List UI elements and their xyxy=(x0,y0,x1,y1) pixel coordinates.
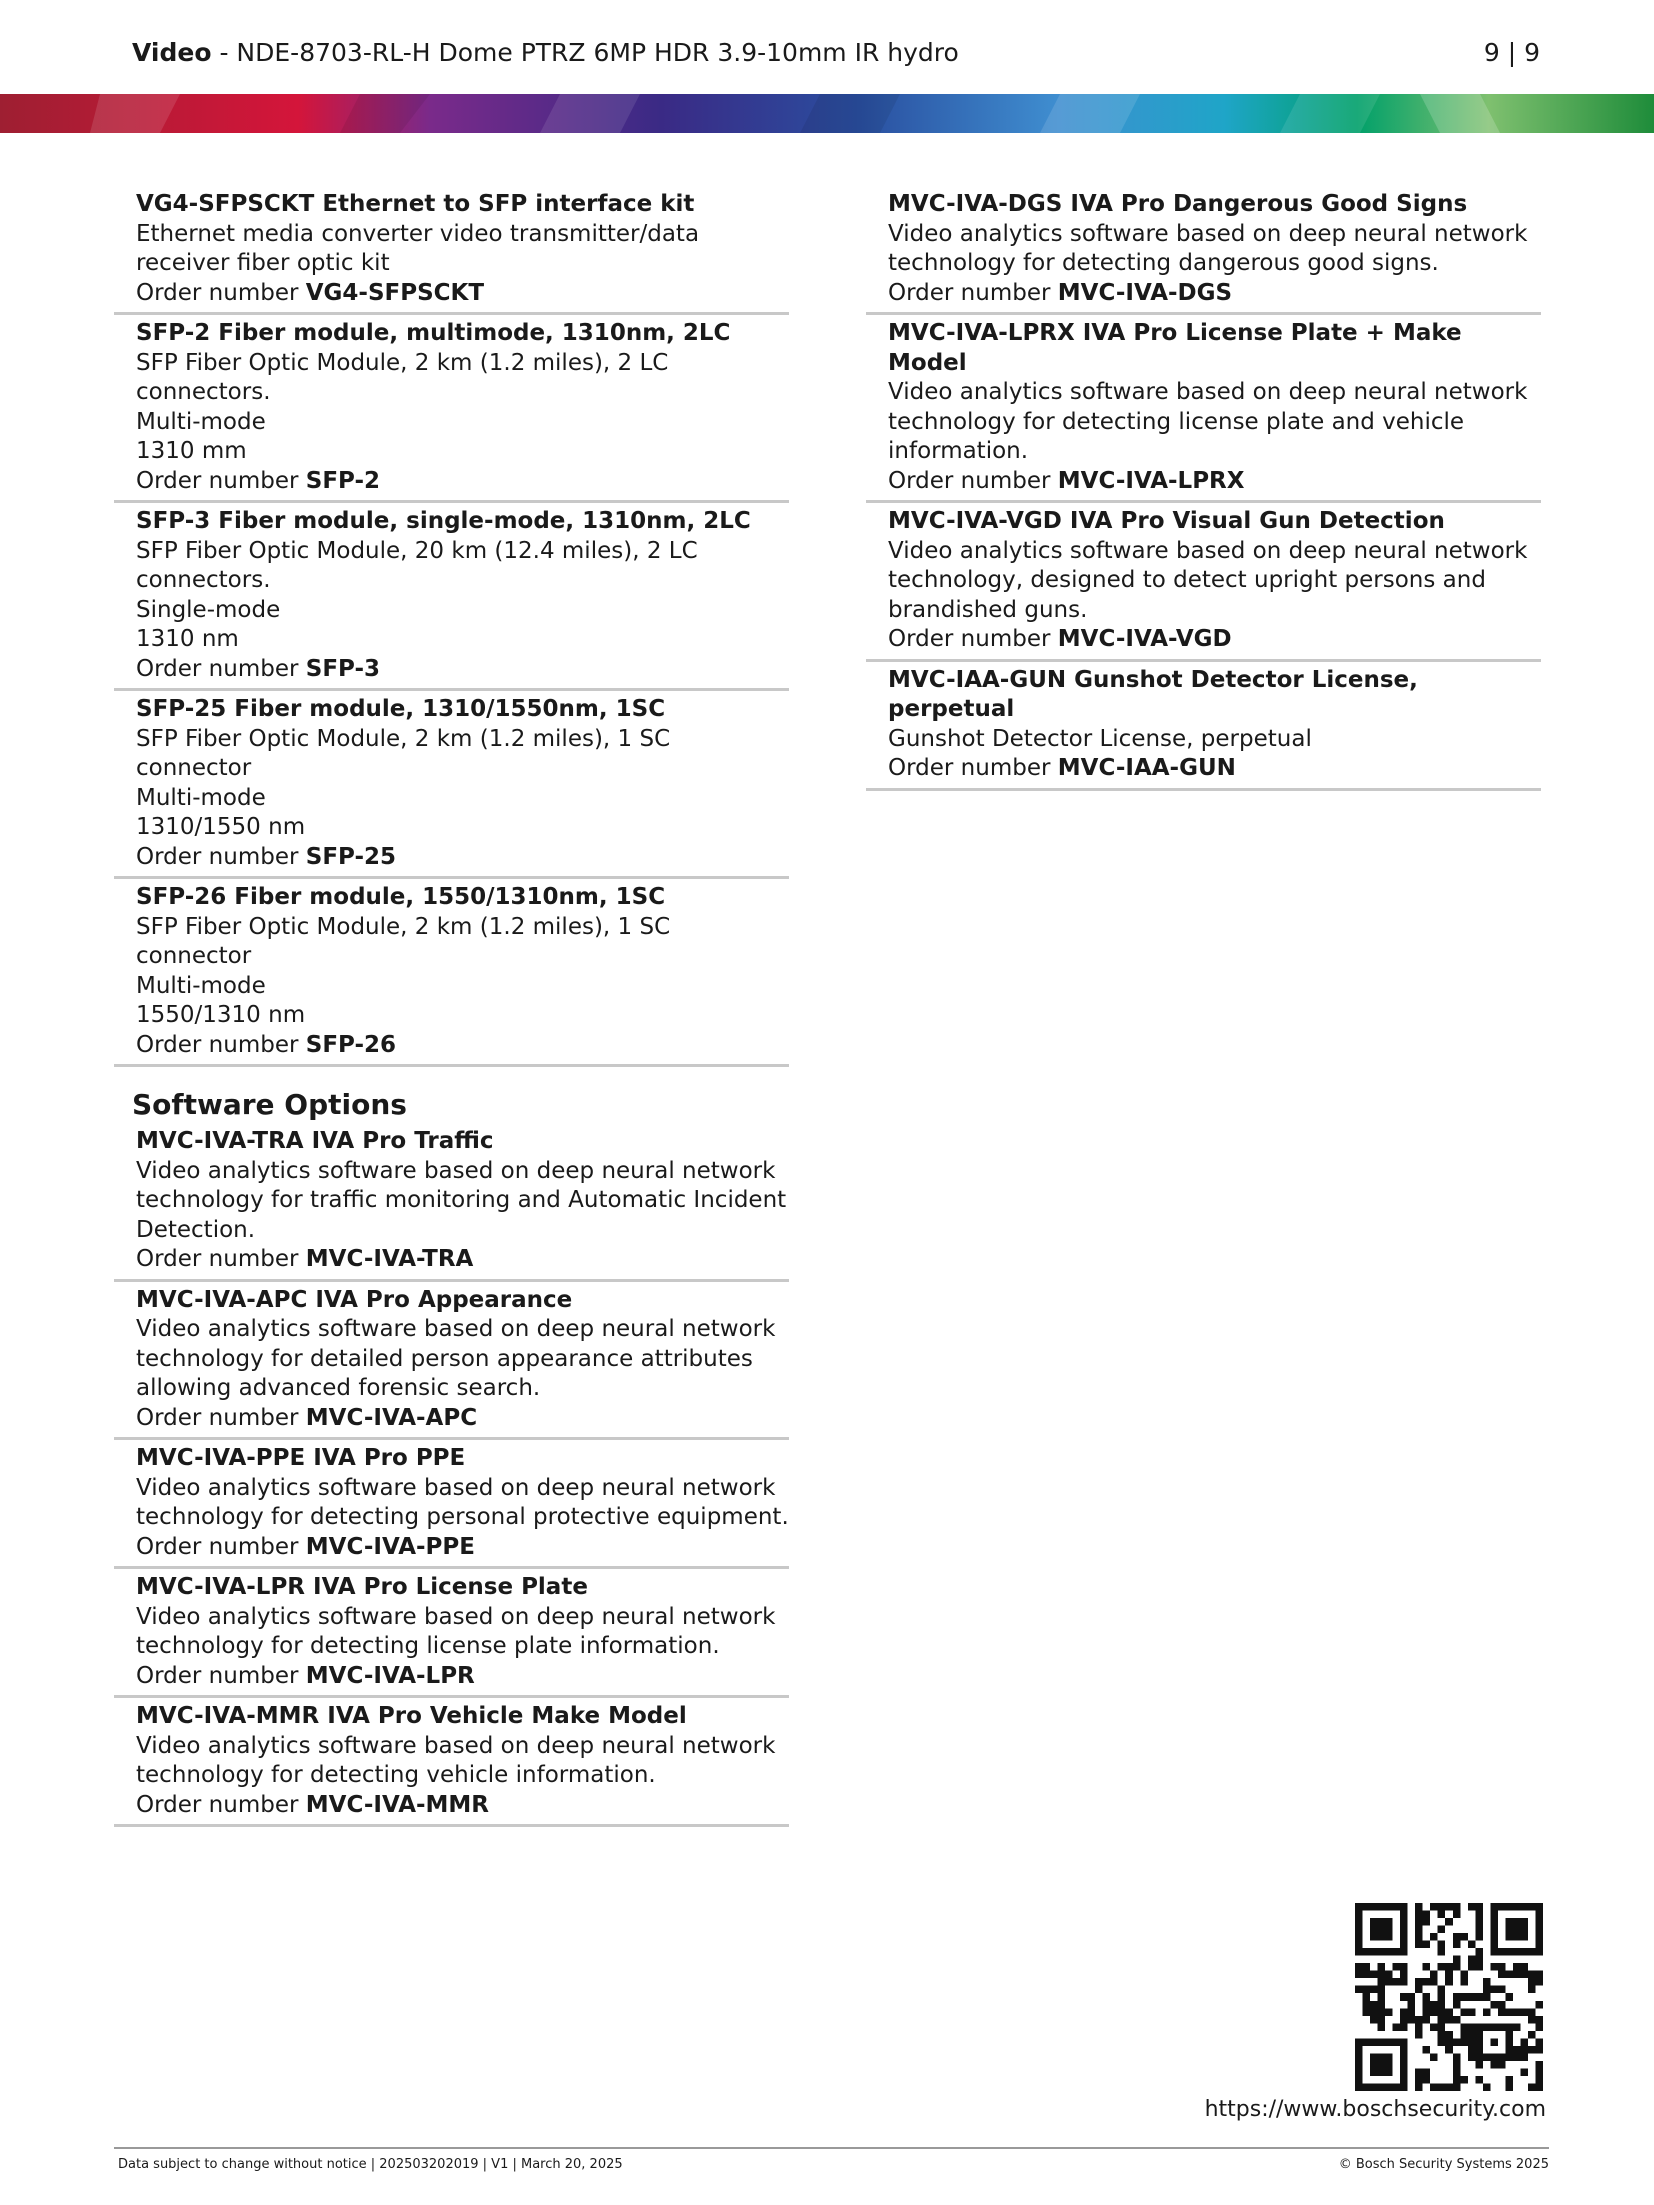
product-description: Single-mode xyxy=(136,596,281,623)
product-description: SFP Fiber Optic Module, 2 km (1.2 miles), 1 SC connector xyxy=(136,725,671,781)
website-url[interactable]: https://www.boschsecurity.com xyxy=(1204,2097,1546,2122)
order-number-label: Order number xyxy=(136,1791,306,1818)
product-entry xyxy=(114,883,789,1067)
product-description: Multi-mode xyxy=(136,784,266,811)
product-description: Video analytics software based on deep neural network technology, designed to detect upright persons and brandished guns. xyxy=(888,537,1528,623)
order-number-value: MVC-IVA-DGS xyxy=(1057,279,1233,306)
order-number-value: MVC-IVA-APC xyxy=(305,1404,478,1431)
order-number-value: MVC-IVA-LPR xyxy=(305,1662,475,1689)
order-number-value: SFP-3 xyxy=(305,655,381,682)
product-title: MVC-IAA-GUN Gunshot Detector License, perpetual xyxy=(888,666,1418,722)
product-entry xyxy=(866,507,1541,662)
product-entry xyxy=(114,1444,789,1569)
document-title xyxy=(132,36,959,70)
product-entry xyxy=(114,1573,789,1698)
product-description: Video analytics software based on deep neural network technology for detailed person appearance attributes allowing advanced forensic search. xyxy=(136,1316,776,1401)
product-description: Gunshot Detector License, perpetual xyxy=(888,725,1312,752)
product-title: SFP-25 Fiber module, 1310/1550nm, 1SC xyxy=(136,696,666,722)
order-number-value: SFP-2 xyxy=(305,467,381,494)
product-entry xyxy=(114,1127,789,1282)
order-number-row xyxy=(888,754,1541,784)
product-description: Video analytics software based on deep neural network technology for detecting vehicle information. xyxy=(136,1732,776,1788)
product-entry xyxy=(866,319,1541,503)
product-entry xyxy=(866,666,1541,791)
order-number-value: MVC-IVA-TRA xyxy=(305,1246,474,1272)
order-number-row xyxy=(888,625,1541,655)
product-entry xyxy=(114,1286,789,1441)
section-heading-software-options: Software Options xyxy=(132,1088,407,1121)
brand-color-band xyxy=(0,94,1654,133)
product-title: SFP-26 Fiber module, 1550/1310nm, 1SC xyxy=(136,884,666,910)
footer-copyright: © Bosch Security Systems 2025 xyxy=(1338,2157,1549,2172)
order-number-row xyxy=(136,1791,789,1821)
product-title: MVC-IVA-APC IVA Pro Appearance xyxy=(136,1286,573,1313)
order-number-value: SFP-26 xyxy=(305,1031,397,1058)
order-number-row xyxy=(136,279,789,309)
product-description: SFP Fiber Optic Module, 20 km (12.4 miles), 2 LC connectors. xyxy=(136,537,698,593)
software-options-list xyxy=(114,1127,789,1827)
right-column xyxy=(866,190,1541,795)
product-title: MVC-IVA-LPRX IVA Pro License Plate + Make Model xyxy=(888,320,1462,376)
product-title: SFP-3 Fiber module, single-mode, 1310nm, 2LC xyxy=(136,508,751,534)
product-description: Ethernet media converter video transmitter/data receiver fiber optic kit xyxy=(136,220,700,276)
order-number-label: Order number xyxy=(136,1662,306,1689)
product-entry xyxy=(114,319,789,503)
product-description: SFP Fiber Optic Module, 2 km (1.2 miles), 2 LC connectors. xyxy=(136,349,669,405)
order-number-label: Order number xyxy=(136,1533,306,1560)
product-description: Video analytics software based on deep neural network technology for detecting dangerous good signs. xyxy=(888,220,1528,276)
page-header xyxy=(132,36,1540,70)
product-title: VG4-SFPSCKT Ethernet to SFP interface kit xyxy=(136,191,695,217)
qr-code-icon xyxy=(1355,1903,1543,2091)
accessory-list xyxy=(114,190,789,1067)
order-number-row xyxy=(136,1031,789,1061)
footer-divider xyxy=(114,2147,1549,2149)
product-description: Video analytics software based on deep neural network technology for detecting license plate information. xyxy=(136,1603,776,1659)
order-number-label: Order number xyxy=(136,467,306,494)
order-number-value: MVC-IAA-GUN xyxy=(1057,755,1236,781)
order-number-label: Order number xyxy=(888,755,1058,781)
product-description: 1310 mm xyxy=(136,438,247,464)
order-number-row xyxy=(136,1533,789,1563)
order-number-label: Order number xyxy=(888,279,1058,306)
order-number-label: Order number xyxy=(136,1404,306,1431)
product-entry xyxy=(114,695,789,879)
document-category: Video xyxy=(132,38,212,67)
product-entry xyxy=(114,507,789,691)
product-description: 1310/1550 nm xyxy=(136,814,306,840)
order-number-row xyxy=(136,843,789,873)
product-title: MVC-IVA-DGS IVA Pro Dangerous Good Signs xyxy=(888,191,1468,217)
footer-disclaimer: Data subject to change without notice | 202503202019 | V1 | March 20, 2025 xyxy=(118,2157,623,2172)
order-number-row xyxy=(888,279,1541,309)
order-number-value: VG4-SFPSCKT xyxy=(305,279,485,306)
product-entry xyxy=(114,1702,789,1827)
order-number-row xyxy=(136,655,789,685)
page-number: 9 | 9 xyxy=(1483,38,1540,67)
order-number-label: Order number xyxy=(136,1031,306,1058)
product-description: Video analytics software based on deep neural network technology for detecting personal protective equipment. xyxy=(136,1474,789,1530)
product-description: 1310 nm xyxy=(136,626,239,652)
order-number-row xyxy=(136,1245,789,1275)
product-entry xyxy=(114,190,789,315)
product-description: Multi-mode xyxy=(136,972,266,999)
order-number-value: MVC-IVA-MMR xyxy=(305,1791,490,1818)
order-number-value: MVC-IVA-VGD xyxy=(1057,626,1232,652)
product-description: Multi-mode xyxy=(136,408,266,435)
product-description: 1550/1310 nm xyxy=(136,1002,306,1028)
left-column xyxy=(114,190,789,1831)
product-title: SFP-2 Fiber module, multimode, 1310nm, 2LC xyxy=(136,320,731,346)
order-number-label: Order number xyxy=(136,279,306,306)
product-description: Video analytics software based on deep neural network technology for traffic monitoring and Automatic Incident Detection. xyxy=(136,1157,787,1243)
product-title: MVC-IVA-VGD IVA Pro Visual Gun Detection xyxy=(888,508,1445,534)
product-title: MVC-IVA-TRA IVA Pro Traffic xyxy=(136,1128,494,1154)
product-title: MVC-IVA-PPE IVA Pro PPE xyxy=(136,1445,466,1471)
order-number-label: Order number xyxy=(136,1246,306,1272)
order-number-value: SFP-25 xyxy=(305,843,397,870)
order-number-row xyxy=(136,467,789,497)
product-title: MVC-IVA-LPR IVA Pro License Plate xyxy=(136,1574,588,1600)
order-number-label: Order number xyxy=(136,655,306,682)
order-number-row xyxy=(136,1404,789,1434)
order-number-row xyxy=(136,1662,789,1692)
product-title: MVC-IVA-MMR IVA Pro Vehicle Make Model xyxy=(136,1703,687,1729)
document-product-name: - NDE-8703-RL-H Dome PTRZ 6MP HDR 3.9-10mm IR hydro xyxy=(211,38,959,67)
order-number-value: MVC-IVA-LPRX xyxy=(1057,467,1245,494)
software-options-list-continued xyxy=(866,190,1541,791)
product-description: Video analytics software based on deep neural network technology for detecting license plate and vehicle information. xyxy=(888,379,1528,464)
order-number-label: Order number xyxy=(888,467,1058,494)
brand-color-band-graphic xyxy=(0,94,1654,133)
order-number-row xyxy=(888,467,1541,497)
product-description: SFP Fiber Optic Module, 2 km (1.2 miles), 1 SC connector xyxy=(136,913,671,969)
order-number-label: Order number xyxy=(136,843,306,870)
order-number-value: MVC-IVA-PPE xyxy=(305,1533,475,1560)
order-number-label: Order number xyxy=(888,626,1058,652)
product-entry xyxy=(866,190,1541,315)
